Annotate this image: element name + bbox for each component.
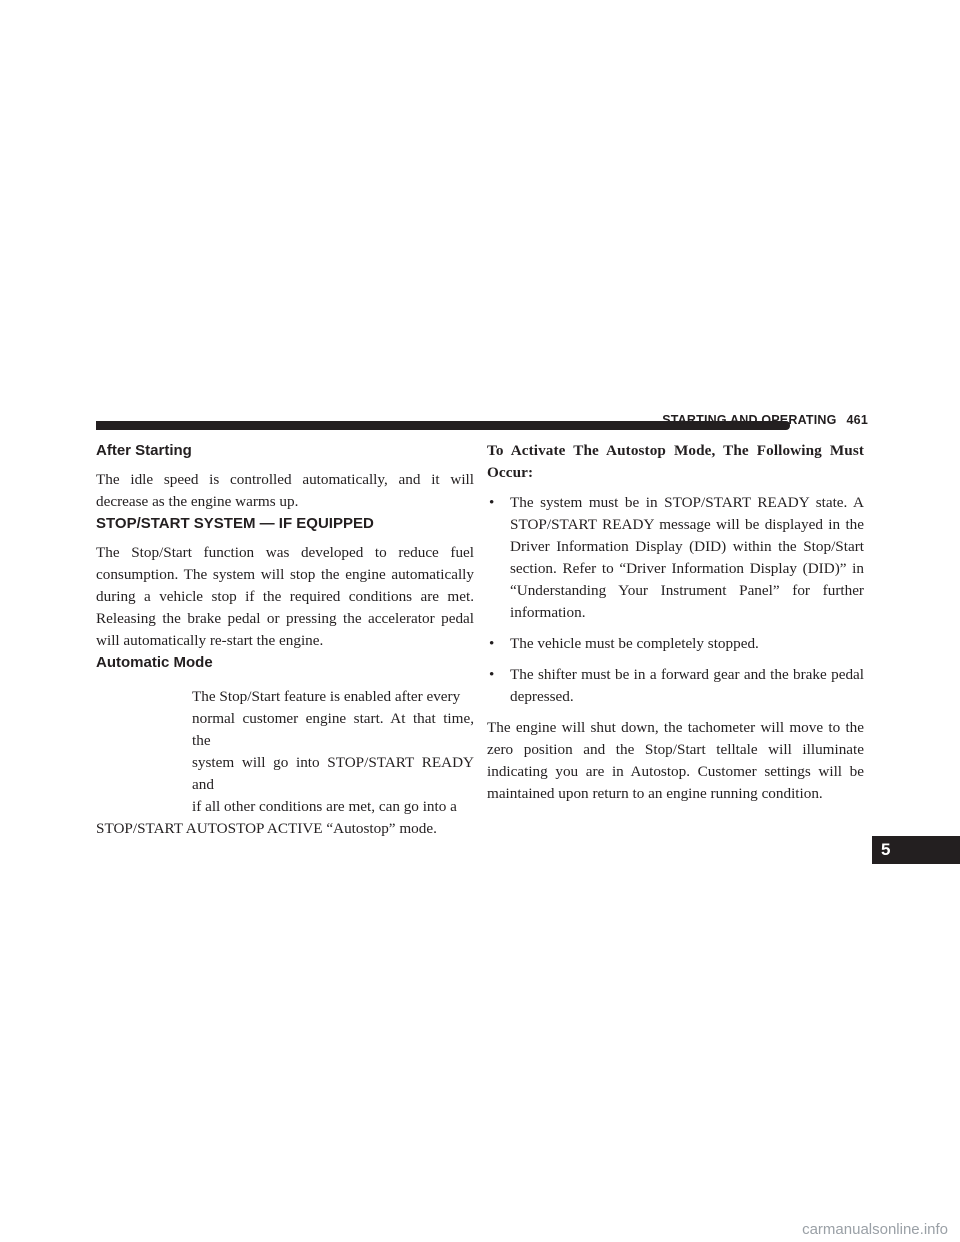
bullet-icon: • [489, 666, 495, 683]
page-number: 461 [846, 413, 868, 427]
list-item [487, 633, 864, 655]
condition-text: The vehicle must be completely stopped. [510, 635, 759, 652]
stopstart-text: The Stop/Start function was developed to reduce fuel consumption. The system will stop the engine automatically during a vehicle stop if the required conditions are met. Releasing the brake pedal or pressing the accelerator pedal will automatically re-start the engine. [96, 544, 474, 649]
bullet-icon: • [489, 494, 495, 511]
automatic-mode-line-3: system will go into STOP/START READY and [192, 754, 474, 793]
bullet-icon: • [489, 635, 495, 652]
closing-text: The engine will shut down, the tachometer will move to the zero position and the Stop/Start telltale will illuminate indicating you are in Autostop. Customer settings will be maintained upon return to an engine running condition. [487, 719, 864, 802]
running-header [662, 413, 868, 427]
condition-text: The shifter must be in a forward gear and the brake pedal depressed. [510, 666, 864, 705]
watermark: carmanualsonline.info [802, 1221, 948, 1238]
condition-text: The system must be in STOP/START READY state. A STOP/START READY message will be displayed in the Driver Information Display (DID) within the Stop/Start section. Refer to “Driver Information Display (DID)” in “Understanding Your Instrument Panel” for further information. [510, 494, 864, 621]
automatic-mode-line-4: if all other conditions are met, can go into a [192, 798, 457, 815]
right-column [487, 440, 864, 805]
condition-list [487, 492, 864, 708]
section-title: STARTING AND OPERATING [662, 413, 837, 427]
after-starting-text: The idle speed is controlled automatically, and it will decrease as the engine warms up. [96, 471, 474, 510]
list-item [487, 492, 864, 624]
automatic-mode-line-2: normal customer engine start. At that time, the [192, 710, 474, 749]
chapter-tab: 5 [872, 836, 960, 864]
automatic-mode-heading: Automatic Mode [96, 654, 213, 671]
after-starting-heading: After Starting [96, 442, 192, 459]
automatic-mode-line-5: STOP/START AUTOSTOP ACTIVE “Autostop” mode. [96, 820, 437, 837]
list-item [487, 664, 864, 708]
automatic-mode-line-1: The Stop/Start feature is enabled after every [192, 688, 461, 705]
activate-heading: To Activate The Autostop Mode, The Following Must Occur: [487, 442, 864, 481]
left-column [96, 440, 474, 840]
automatic-mode-text [96, 686, 474, 840]
stopstart-heading: STOP/START SYSTEM — IF EQUIPPED [96, 515, 374, 532]
